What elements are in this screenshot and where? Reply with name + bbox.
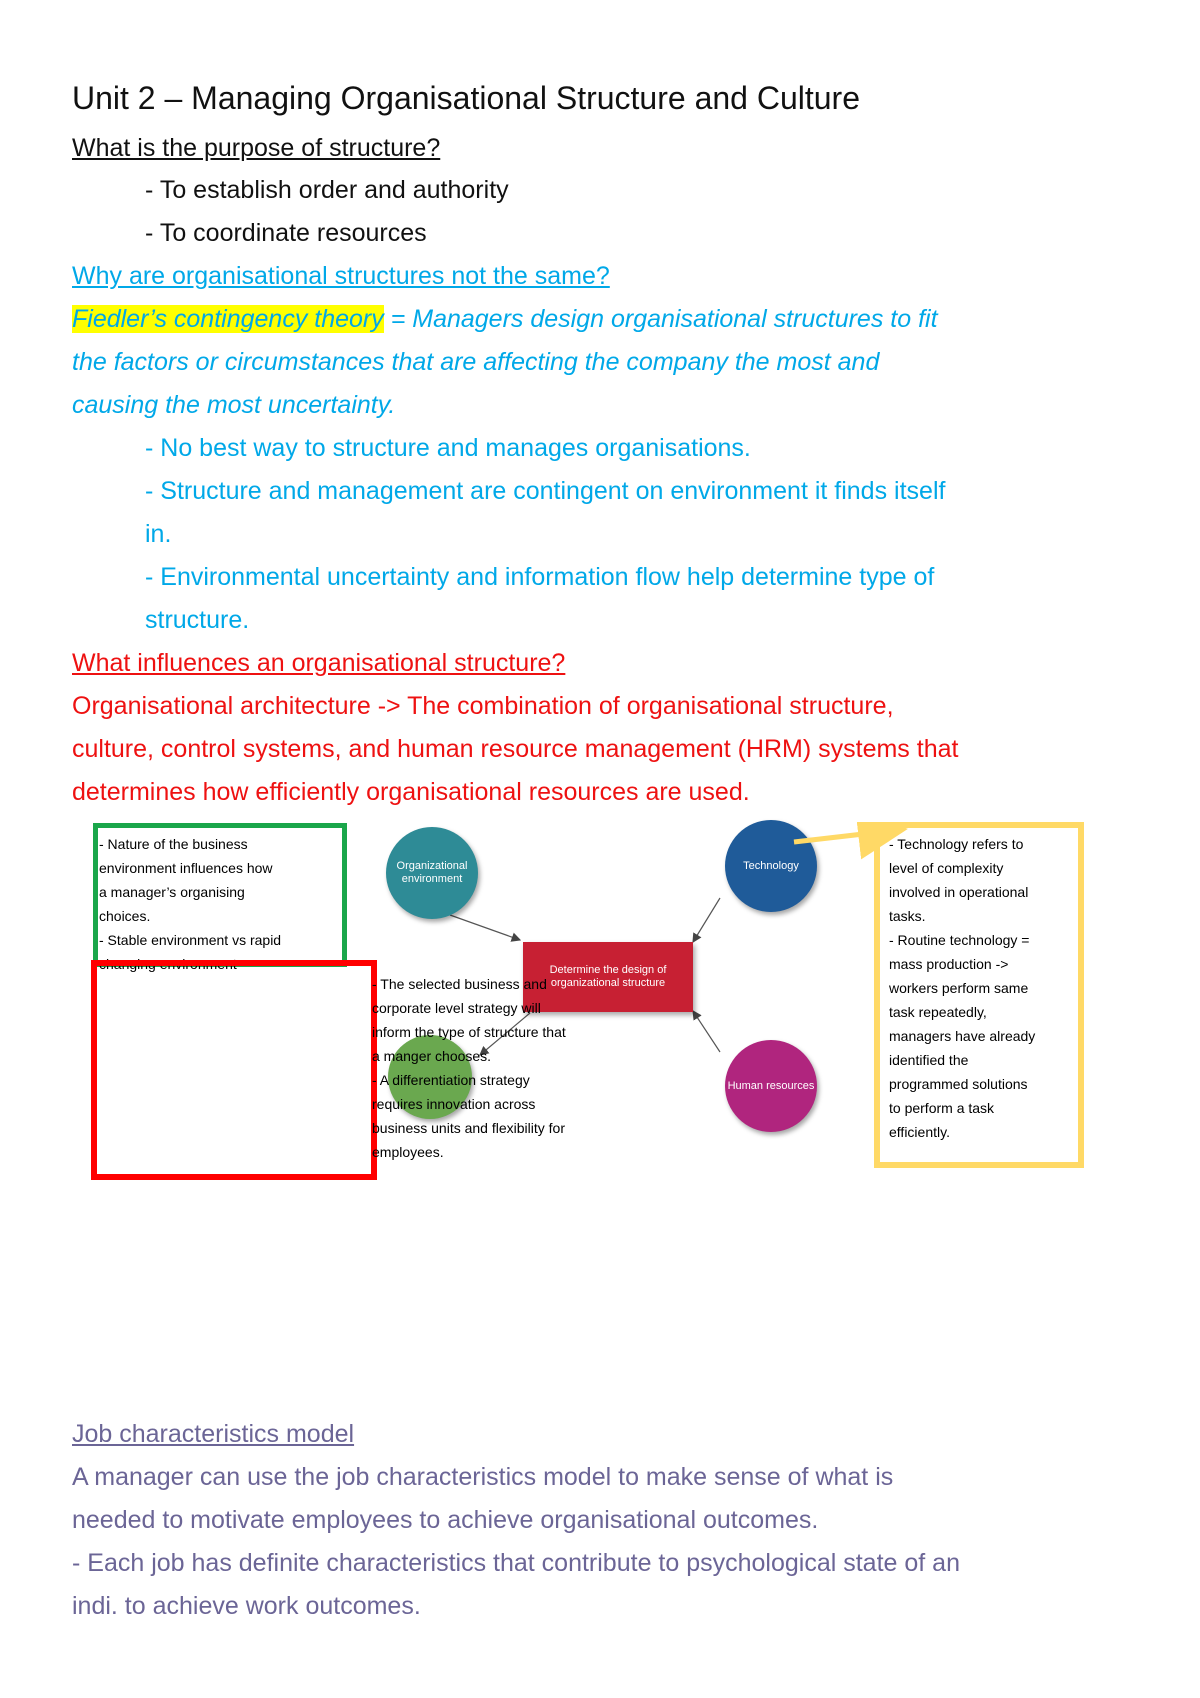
influences-line: determines how efficiently organisational resources are used.	[72, 778, 750, 806]
strategy-note-frame	[91, 960, 377, 1180]
strategy-note	[372, 972, 622, 1164]
definition-text: = Managers design organisational structures to fit	[383, 305, 938, 333]
note-line: level of complexity	[889, 860, 1004, 876]
contingency-bullet: - Environmental uncertainty and information flow help determine type of	[145, 563, 935, 591]
purpose-bullet: - To establish order and authority	[145, 176, 509, 204]
note-line: - The selected business and	[372, 976, 547, 992]
structure-design-box: Determine the design of organizational structure	[523, 942, 693, 1012]
note-line: tasks.	[889, 908, 926, 924]
note-line: - Routine technology =	[889, 932, 1030, 948]
influences-line: culture, control systems, and human resource management (HRM) systems that	[72, 735, 959, 763]
note-line: involved in operational	[889, 884, 1029, 900]
note-line: business units and flexibility for	[372, 1120, 565, 1136]
note-line: workers perform same	[889, 980, 1029, 996]
theory-name-highlight: Fiedler’s contingency theory	[72, 305, 384, 333]
note-line: environment influences how	[99, 860, 273, 876]
job-model-line: needed to motivate employees to achieve organisational outcomes.	[72, 1506, 819, 1534]
note-line: choices.	[99, 908, 151, 924]
note-line: - A differentiation strategy	[372, 1072, 530, 1088]
note-line: employees.	[372, 1144, 444, 1160]
job-model-heading: Job characteristics model	[72, 1420, 355, 1448]
contingency-heading: Why are organisational structures not the same?	[72, 262, 610, 290]
contingency-bullet: - Structure and management are contingent on environment it finds itself	[145, 477, 946, 505]
note-line: corporate level strategy will	[372, 1000, 541, 1016]
note-line: to perform a task	[889, 1100, 995, 1116]
note-line: a manger chooses.	[372, 1048, 492, 1064]
contingency-bullet: structure.	[145, 606, 250, 634]
technology-note	[889, 832, 1079, 1144]
note-line: task repeatedly,	[889, 1004, 987, 1020]
influences-line: Organisational architecture -> The combination of organisational structure,	[72, 692, 894, 720]
environment-note	[99, 832, 344, 976]
note-line: requires innovation across	[372, 1096, 536, 1112]
note-line: changing environment	[99, 956, 237, 972]
arrow-from-technology	[693, 898, 720, 942]
human-resources-node: Human resources	[725, 1040, 817, 1132]
contingency-definition-line	[72, 305, 938, 334]
note-line: inform the type of structure that	[372, 1024, 566, 1040]
influences-heading: What influences an organisational structure?	[72, 649, 566, 677]
job-model-line: indi. to achieve work outcomes.	[72, 1592, 421, 1620]
definition-line: the factors or circumstances that are affecting the company the most and	[72, 348, 880, 376]
technology-node: Technology	[725, 820, 817, 912]
page-title: Unit 2 – Managing Organisational Structure and Culture	[72, 80, 860, 116]
org-environment-node: Organizational environment	[386, 827, 478, 919]
note-line: managers have already	[889, 1028, 1036, 1044]
note-line: programmed solutions	[889, 1076, 1028, 1092]
definition-line: causing the most uncertainty.	[72, 391, 396, 419]
purpose-bullet: - To coordinate resources	[145, 219, 427, 247]
job-model-line: A manager can use the job characteristics model to make sense of what is	[72, 1463, 894, 1491]
note-line: - Stable environment vs rapid	[99, 932, 282, 948]
note-line: identified the	[889, 1052, 969, 1068]
contingency-bullet: in.	[145, 520, 172, 548]
note-line: - Nature of the business	[99, 836, 248, 852]
contingency-bullet: - No best way to structure and manages organisations.	[145, 434, 751, 462]
job-model-line: - Each job has definite characteristics that contribute to psychological state of an	[72, 1549, 960, 1577]
purpose-heading: What is the purpose of structure?	[72, 134, 441, 162]
note-line: efficiently.	[889, 1124, 950, 1140]
note-line: mass production ->	[889, 956, 1009, 972]
note-line: a manager’s organising	[99, 884, 245, 900]
note-line: - Technology refers to	[889, 836, 1024, 852]
arrow-from-environment	[450, 915, 520, 940]
arrow-from-human-resources	[693, 1011, 720, 1052]
